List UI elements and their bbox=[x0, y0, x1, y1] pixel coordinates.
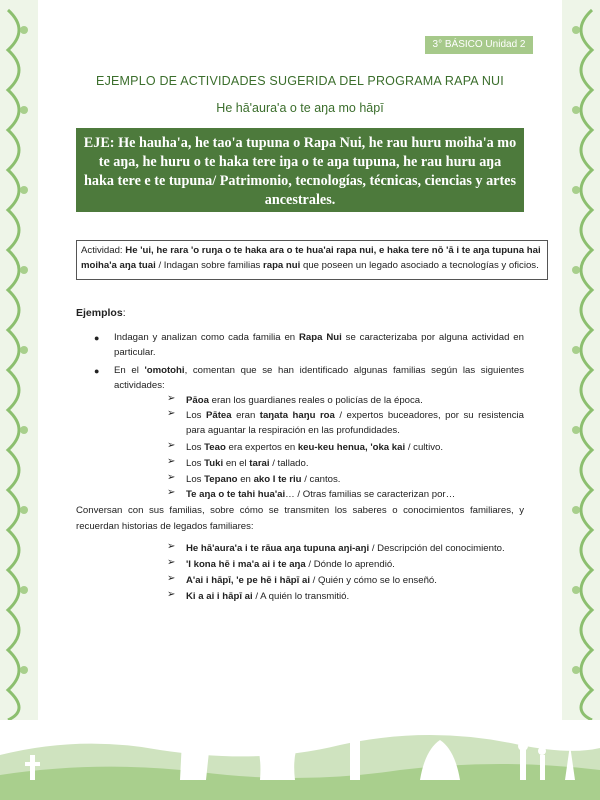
body-paragraph: Conversan con sus familias, sobre cómo se transmiten los saberes o conocimientos familiares, y recuerdan historias de legados familiares: bbox=[76, 505, 524, 532]
family-name: Tepano bbox=[204, 474, 238, 485]
family-item bbox=[186, 456, 526, 471]
actividad-bold-term: rapa nui bbox=[263, 260, 301, 271]
family-name: Tuki bbox=[204, 458, 224, 469]
question-translation: / Dónde lo aprendió. bbox=[305, 559, 395, 570]
bullet-text: se caracterizaba por alguna actividad en particular. bbox=[114, 332, 524, 358]
family-item bbox=[186, 487, 526, 502]
bullet-dot: ● bbox=[94, 366, 100, 376]
family-name: Te aŋa o te tahi hua'ai bbox=[186, 489, 286, 500]
family-term: taŋata haŋu roa bbox=[259, 410, 335, 421]
bullet-item bbox=[114, 330, 524, 360]
family-name: Pātea bbox=[205, 410, 232, 421]
family-term: ako I te riu bbox=[253, 474, 302, 485]
question-translation: / Descripción del conocimiento. bbox=[369, 543, 505, 554]
family-item bbox=[186, 472, 526, 487]
arrow-bullet-icon: ➢ bbox=[167, 472, 176, 483]
question-rapanui: He hā'aura'a i te rāua aŋa tupuna aŋi-aŋi bbox=[186, 543, 370, 554]
bullet-text: , comentan que se han identificado algunas familias según las siguientes actividades: bbox=[114, 365, 524, 391]
family-text: Los bbox=[186, 442, 205, 453]
arrow-bullet-icon: ➢ bbox=[167, 408, 176, 419]
question-translation: / A quién lo transmitió. bbox=[252, 591, 350, 602]
question-translation: / Quién y cómo se lo enseñó. bbox=[309, 575, 437, 586]
bullet-text: Indagan y analizan como cada familia en bbox=[114, 332, 299, 343]
ejemplos-heading bbox=[76, 307, 126, 319]
arrow-bullet-icon: ➢ bbox=[167, 456, 176, 467]
family-text: Los bbox=[186, 410, 206, 421]
question-item bbox=[186, 541, 526, 556]
arrow-bullet-icon: ➢ bbox=[167, 487, 176, 498]
bullet-text: En el bbox=[114, 365, 145, 376]
family-text: / cultivo. bbox=[405, 442, 444, 453]
family-item bbox=[186, 393, 526, 408]
bullet-bold: Rapa Nui bbox=[299, 332, 342, 343]
document-heading: EJEMPLO DE ACTIVIDADES SUGERIDA DEL PROGRAMA RAPA NUI bbox=[96, 74, 504, 88]
family-text: Los bbox=[186, 458, 205, 469]
question-rapanui: A'ai i hāpī, 'e pe hē i hāpī ai bbox=[186, 575, 310, 586]
grade-unit-badge: 3° BÁSICO Unidad 2 bbox=[425, 36, 533, 54]
family-text: era expertos en bbox=[225, 442, 298, 453]
actividad-rapanui-text: He 'ui, he rara 'o ruŋa o te haka ara o te hua'ai rapa nui, e haka tere nō 'ā i te aŋa tupuna hai moiha'a aŋa tuai bbox=[81, 245, 541, 271]
family-text: Los bbox=[186, 474, 205, 485]
landscape-footer-illustration bbox=[0, 700, 600, 800]
family-text: … / Otras familias se caracterizan por… bbox=[285, 489, 456, 500]
arrow-bullet-icon: ➢ bbox=[167, 589, 176, 600]
bullet-bold: 'omotohi bbox=[144, 365, 185, 376]
ejemplos-colon: : bbox=[122, 307, 126, 319]
family-item bbox=[186, 408, 524, 438]
bullet-dot: ● bbox=[94, 333, 100, 343]
family-item bbox=[186, 440, 526, 455]
question-rapanui: Ki a ai i hāpī ai bbox=[186, 591, 253, 602]
document-subheading: He hā'aura'a o te aŋa mo hāpī bbox=[216, 101, 384, 115]
question-item bbox=[186, 573, 526, 588]
question-rapanui: 'I kona hē i ma'a ai i te aŋa bbox=[186, 559, 306, 570]
question-item bbox=[186, 557, 526, 572]
family-text: en bbox=[237, 474, 254, 485]
question-item bbox=[186, 589, 526, 604]
arrow-bullet-icon: ➢ bbox=[167, 541, 176, 552]
arrow-bullet-icon: ➢ bbox=[167, 557, 176, 568]
ejemplos-label: Ejemplos bbox=[76, 307, 123, 319]
family-text: / tallado. bbox=[269, 458, 309, 469]
family-name: Teao bbox=[204, 442, 226, 453]
actividad-text: / Indagan sobre familias bbox=[155, 260, 263, 271]
arrow-bullet-icon: ➢ bbox=[167, 573, 176, 584]
actividad-text-end: que poseen un legado asociado a tecnologías y oficios. bbox=[300, 260, 539, 271]
family-text: eran los guardianes reales o policías de la época. bbox=[208, 395, 423, 406]
eje-banner: EJE: He hauha'a, he tao'a tupuna o Rapa Nui, he rau huru moiha'a mo te aŋa, he huru o te haka tere iŋa o te aŋa tupuna, he rau huru aŋa haka tere e te tupuna/ Patrimonio, tecnologías, técnicas, ciencias y artes ancestrales. bbox=[76, 128, 524, 212]
actividad-box bbox=[76, 240, 548, 280]
family-name: Pāoa bbox=[186, 395, 209, 406]
family-text: / expertos buceadores, por su resistencia para aguantar la respiración en las profundidades. bbox=[186, 410, 524, 436]
actividad-label: Actividad: bbox=[81, 245, 126, 256]
family-text: en el bbox=[223, 458, 250, 469]
bullet-item bbox=[114, 363, 524, 393]
arrow-bullet-icon: ➢ bbox=[167, 440, 176, 451]
family-text: / cantos. bbox=[301, 474, 341, 485]
family-term: tarai bbox=[249, 458, 270, 469]
arrow-bullet-icon: ➢ bbox=[167, 393, 176, 404]
family-term: keu-keu henua, 'oka kai bbox=[297, 442, 406, 453]
family-text: eran bbox=[231, 410, 260, 421]
